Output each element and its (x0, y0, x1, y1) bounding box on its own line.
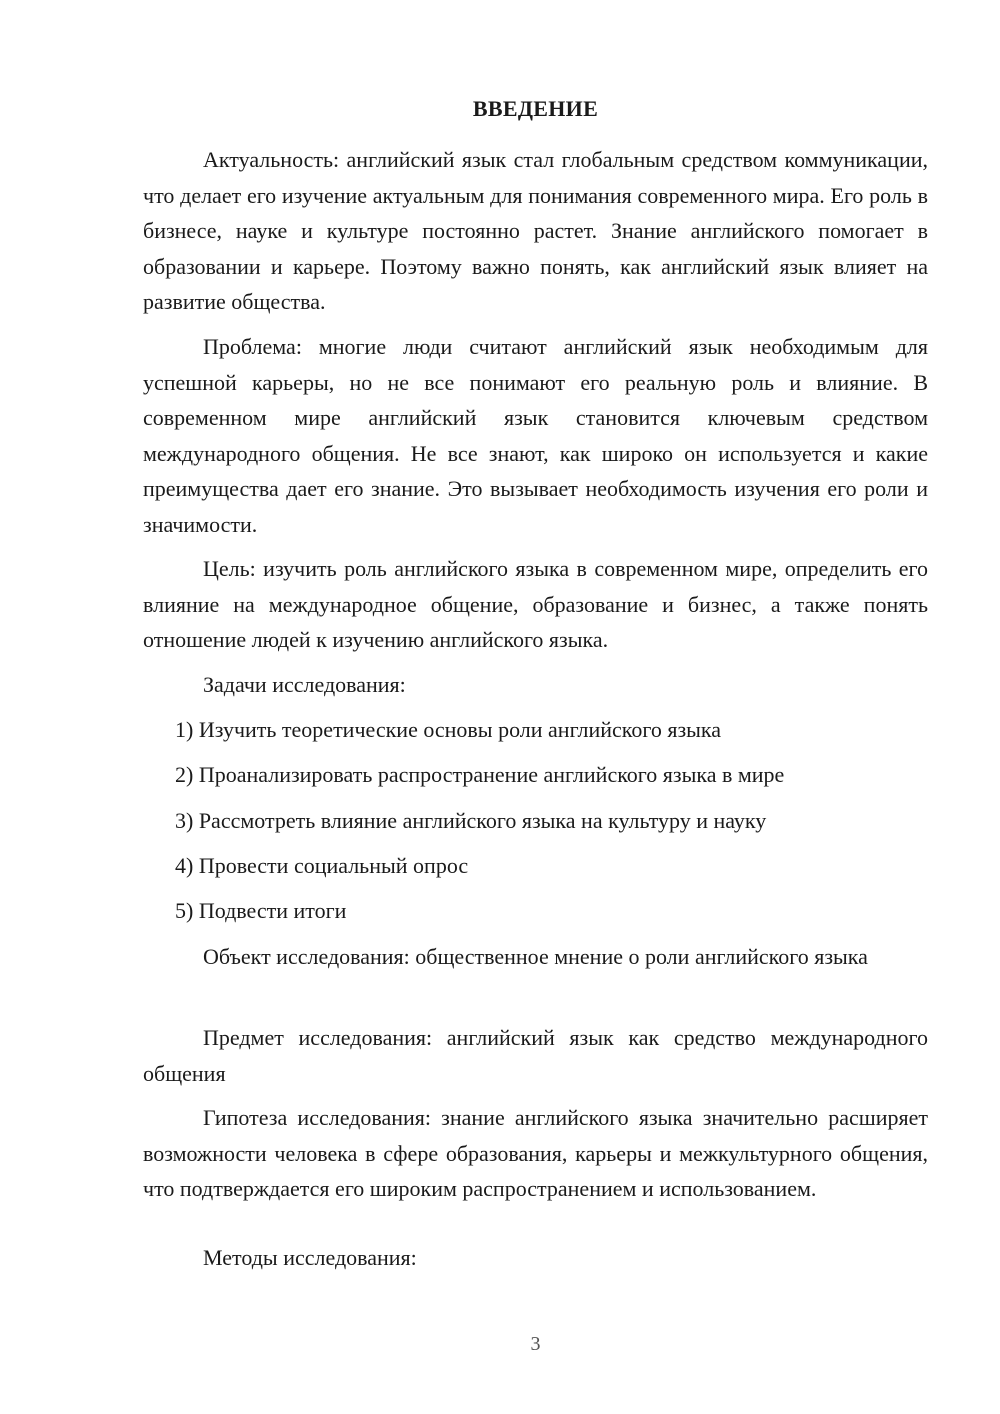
page-title: ВВЕДЕНИЕ (472, 96, 599, 121)
paragraph-object: Объект исследования: общественное мнение о роли английского языка (203, 944, 868, 969)
list-item: 4) Провести социальный опрос (175, 853, 469, 878)
list-item: 5) Подвести итоги (175, 898, 347, 923)
paragraph-subject: Предмет исследования: английский язык как средство международного общения (143, 1025, 928, 1086)
paragraph-goal: Цель: изучить роль английского языка в современном мире, определить его влияние на международное общение, образование и бизнес, а также понять отношение людей к изучению английского языка. (143, 556, 928, 652)
paragraph-problem: Проблема: многие люди считают английский язык необходимым для успешной карьеры, но не все понимают его реальную роль и влияние. В современном мире английский язык становится ключевым средством международного общения. Не все знают, как широко он используется и какие преимущества дает его знание. Это вызывает необходимость изучения его роли и значимости. (143, 334, 928, 537)
list-item: 1) Изучить теоретические основы роли английского языка (175, 717, 722, 742)
list-item: 2) Проанализировать распространение английского языка в мире (175, 762, 785, 787)
paragraph-hypothesis: Гипотеза исследования: знание английского языка значительно расширяет возможности человека в сфере образования, карьеры и межкультурного общения, что подтверждается его широким распространением и использованием. (143, 1105, 928, 1201)
methods-heading: Методы исследования: (203, 1245, 417, 1270)
paragraph-relevance: Актуальность: английский язык стал глобальным средством коммуникации, что делает его изучение актуальным для понимания современного мира. Его роль в бизнесе, науке и культуре постоянно растет. Знание английского помогает в образовании и карьере. Поэтому важно понять, как английский язык влияет на развитие общества. (143, 147, 928, 314)
list-item: 3) Рассмотреть влияние английского языка на культуру и науку (175, 808, 767, 833)
tasks-heading: Задачи исследования: (203, 672, 406, 697)
page-number: 3 (530, 1333, 541, 1355)
